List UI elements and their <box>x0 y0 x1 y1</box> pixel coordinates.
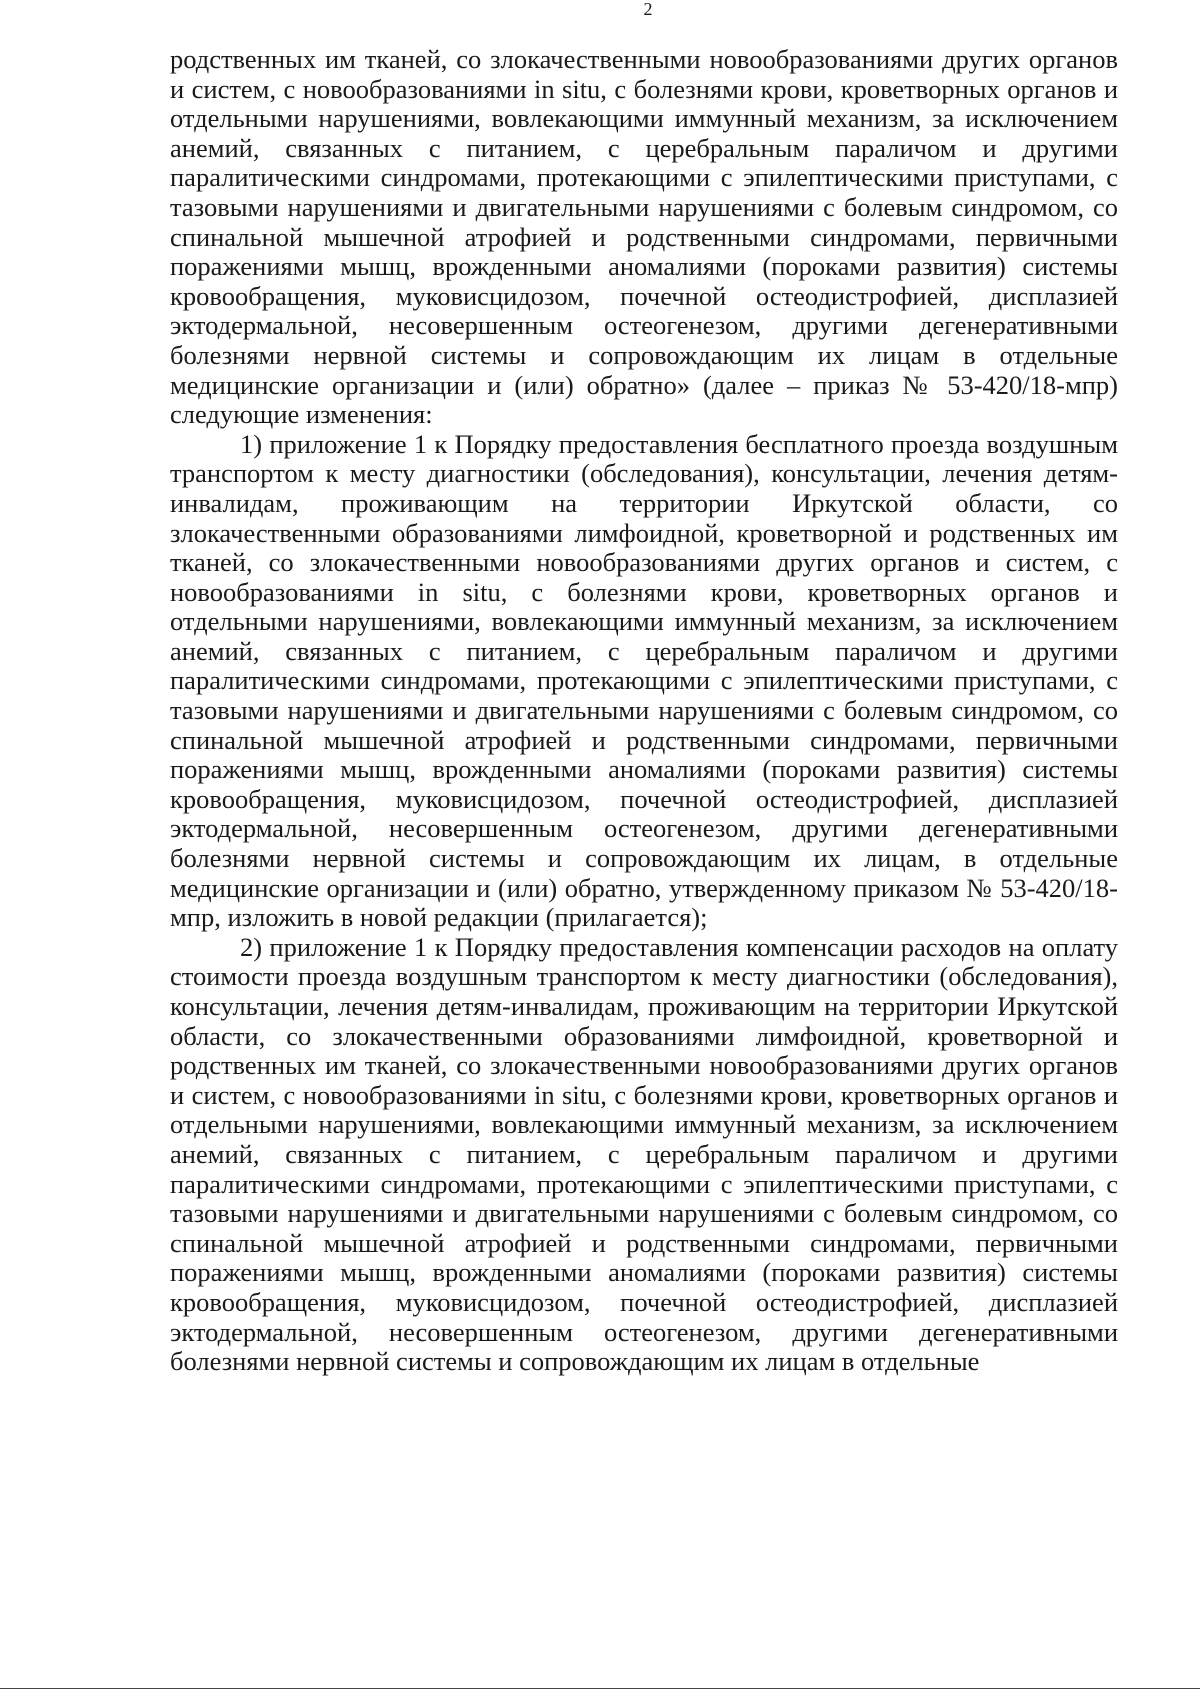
paragraph-item-1: 1) приложение 1 к Порядку предоставления бесплатного проезда воздушным транспортом к месту диагностики (обследования), консультации, лечения детям-инвалидам, проживающим на территории Иркутской области, со злокачественными образованиями лимфоидной, кроветворной и родственных им тканей, со злокачественными новообразованиями других органов и систем, с новообразованиями in situ, с болезнями крови, кроветворных органов и отдельными нарушениями, вовлекающими иммунный механизм, за исключением анемий, связанных с питанием, с церебральным параличом и другими паралитическими синдромами, протекающими с эпилептическими приступами, с тазовыми нарушениями и двигательными нарушениями с болевым синдромом, со спинальной мышечной атрофией и родственными синдромами, первичными поражениями мышц, врожденными аномалиями (пороками развития) системы кровообращения, муковисцидозом, почечной остеодистрофией, дисплазией эктодермальной, несовершенным остеогенезом, другими дегенеративными болезнями нервной системы и сопровождающим их лицам, в отдельные медицинские организации и (или) обратно, утвержденному приказом № 53-420/18-мпр, изложить в новой редакции (прилагается); <box>170 428 1118 933</box>
page-number: 2 <box>643 0 653 19</box>
document-body <box>170 45 1118 1377</box>
page-bottom-edge <box>0 1688 1200 1689</box>
paragraph-continuation: родственных им тканей, со злокачественными новообразованиями других органов и систем, с новообразованиями in situ, с болезнями крови, кроветворных органов и отдельными нарушениями, вовлекающими иммунный механизм, за исключением анемий, связанных с питанием, с церебральным параличом и другими паралитическими синдромами, протекающими с эпилептическими приступами, с тазовыми нарушениями и двигательными нарушениями с болевым синдромом, со спинальной мышечной атрофией и родственными синдромами, первичными поражениями мышц, врожденными аномалиями (пороками развития) системы кровообращения, муковисцидозом, почечной остеодистрофией, дисплазией эктодермальной, несовершенным остеогенезом, другими дегенеративными болезнями нервной системы и сопровождающим их лицам в отдельные медицинские организации и (или) обратно» (далее – приказ № 53-420/18-мпр) следующие изменения: <box>170 44 1118 430</box>
paragraph-item-2: 2) приложение 1 к Порядку предоставления компенсации расходов на оплату стоимости проезда воздушным транспортом к месту диагностики (обследования), консультации, лечения детям-инвалидам, проживающим на территории Иркутской области, со злокачественными образованиями лимфоидной, кроветворной и родственных им тканей, со злокачественными новообразованиями других органов и систем, с новообразованиями in situ, с болезнями крови, кроветворных органов и отдельными нарушениями, вовлекающими иммунный механизм, за исключением анемий, связанных с питанием, с церебральным параличом и другими паралитическими синдромами, протекающими с эпилептическими приступами, с тазовыми нарушениями и двигательными нарушениями с болевым синдромом, со спинальной мышечной атрофией и родственными синдромами, первичными поражениями мышц, врожденными аномалиями (пороками развития) системы кровообращения, муковисцидозом, почечной остеодистрофией, дисплазией эктодермальной, несовершенным остеогенезом, другими дегенеративными болезнями нервной системы и сопровождающим их лицам в отдельные <box>170 931 1118 1377</box>
